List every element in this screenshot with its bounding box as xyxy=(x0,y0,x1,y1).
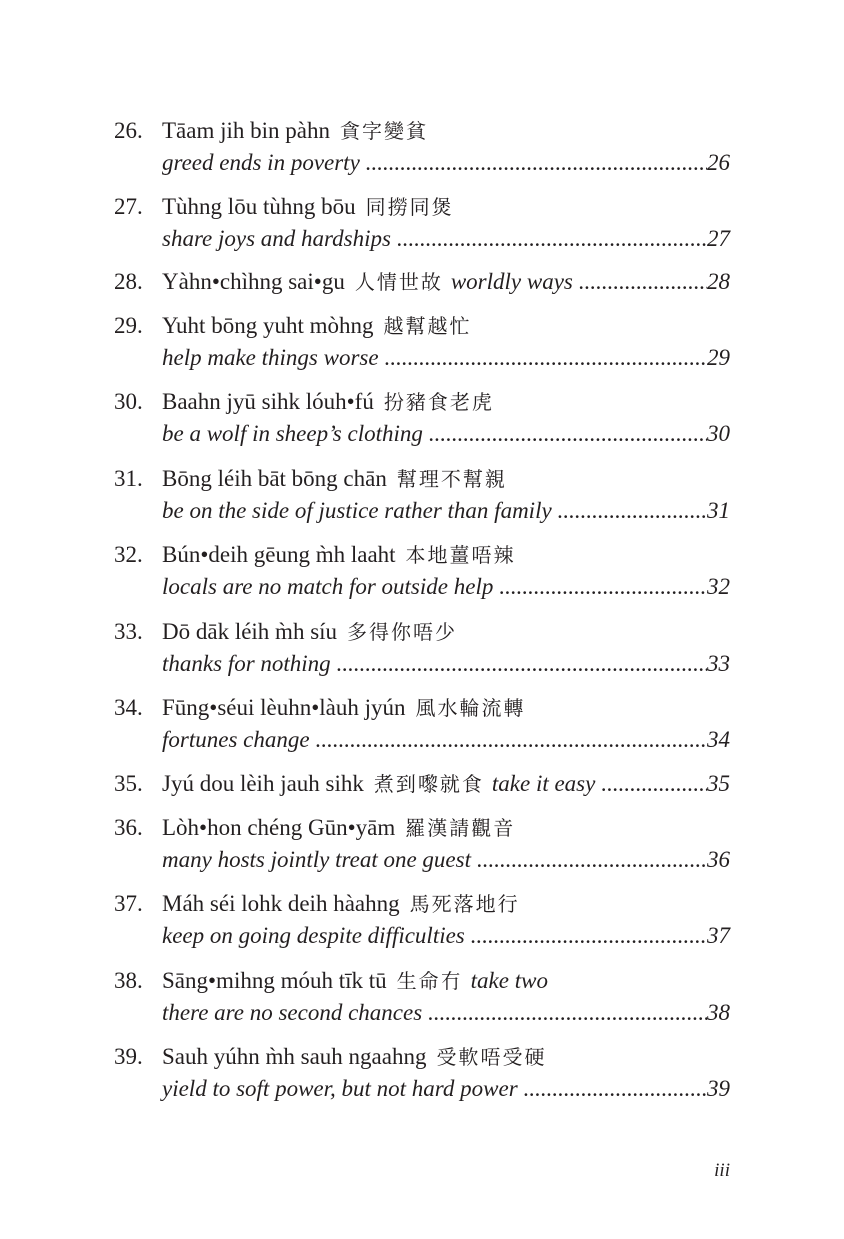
page-number: 26 xyxy=(707,150,730,175)
jyutping: Lòh•hon chéng Gūn•yām xyxy=(162,815,396,840)
dot-leader xyxy=(397,226,707,252)
entry-subline xyxy=(162,498,730,524)
entry-subline xyxy=(162,421,730,447)
entry-subline xyxy=(162,226,730,252)
english-meaning: locals are no match for outside help xyxy=(162,574,494,599)
page-folio: iii xyxy=(714,1160,730,1181)
entry-heading xyxy=(162,466,507,492)
page-number: 31 xyxy=(707,498,730,523)
page-number: 29 xyxy=(707,345,730,370)
entry-number: 37. xyxy=(114,891,143,916)
entry-heading xyxy=(162,891,520,917)
entry-heading xyxy=(162,968,548,994)
dot-leader xyxy=(429,421,707,447)
entry-heading xyxy=(162,815,515,841)
dot-leader xyxy=(385,345,707,371)
chinese-characters: 馬死落地行 xyxy=(409,892,520,916)
entry-heading xyxy=(162,542,516,568)
entry-number: 27. xyxy=(114,194,143,219)
english-meaning: share joys and hardships xyxy=(162,226,391,251)
jyutping: Bún•deih gēung m̀h laaht xyxy=(162,542,396,567)
entry-heading xyxy=(162,194,454,220)
jyutping: Sauh yúhn m̀h sauh ngaahng xyxy=(162,1044,427,1069)
jyutping: Tāam jih bin pàhn xyxy=(162,118,330,143)
dot-leader xyxy=(524,1076,707,1102)
entry-subline xyxy=(162,150,730,176)
entry-number: 32. xyxy=(114,542,143,567)
dot-leader xyxy=(428,1000,707,1026)
chinese-characters: 本地薑唔辣 xyxy=(405,543,516,567)
chinese-characters: 扮豬食老虎 xyxy=(383,390,494,414)
english-meaning: take it easy xyxy=(491,771,596,796)
english-meaning: keep on going despite difficulties xyxy=(162,923,465,948)
page-number: 35 xyxy=(707,771,730,796)
entry-subline xyxy=(162,923,730,949)
dot-leader xyxy=(471,923,707,949)
page-number: 38 xyxy=(707,1000,730,1025)
entry-subline xyxy=(162,574,730,600)
jyutping: Bōng léih bāt bōng chān xyxy=(162,466,387,491)
chinese-characters: 越幫越忙 xyxy=(383,314,472,338)
chinese-characters: 受軟唔受硬 xyxy=(436,1045,547,1069)
jyutping: Yàhn•chìhng sai•gu xyxy=(162,269,345,294)
chinese-characters: 多得你唔少 xyxy=(347,620,458,644)
english-meaning: be on the side of justice rather than family xyxy=(162,498,552,523)
english-meaning: worldly ways xyxy=(450,269,573,294)
jyutping: Tùhng lōu tùhng bōu xyxy=(162,194,356,219)
page-number: 34 xyxy=(707,727,730,752)
dot-leader xyxy=(601,771,707,797)
chinese-characters: 同撈同煲 xyxy=(365,195,454,219)
entry-number: 34. xyxy=(114,695,143,720)
dot-leader xyxy=(477,847,707,873)
entry-number: 36. xyxy=(114,815,143,840)
entry-subline xyxy=(162,1000,730,1026)
english-meaning: help make things worse xyxy=(162,345,379,370)
entry-subline xyxy=(162,651,730,677)
entry-heading xyxy=(162,771,730,797)
english-meaning: many hosts jointly treat one guest xyxy=(162,847,471,872)
entry-number: 38. xyxy=(114,968,143,993)
english-meaning: yield to soft power, but not hard power xyxy=(162,1076,518,1101)
entry-heading xyxy=(162,695,526,721)
page-number: 33 xyxy=(707,651,730,676)
jyutping: Fūng•séui lèuhn•làuh jyún xyxy=(162,695,406,720)
entry-number: 29. xyxy=(114,313,143,338)
entry-heading xyxy=(162,269,730,295)
entry-heading xyxy=(162,1044,546,1070)
english-meaning: there are no second chances xyxy=(162,1000,423,1025)
entry-heading xyxy=(162,389,494,415)
page-number: 28 xyxy=(707,269,730,294)
chinese-characters: 生命冇 xyxy=(396,969,463,993)
jyutping: Yuht bōng yuht mòhng xyxy=(162,313,374,338)
chinese-characters: 幫理不幫親 xyxy=(396,467,507,491)
dot-leader xyxy=(316,727,707,753)
entry-heading xyxy=(162,118,428,144)
jyutping: Máh séi lohk deih hàahng xyxy=(162,891,400,916)
dot-leader xyxy=(579,269,707,295)
jyutping: Sāng•mihng móuh tīk tū xyxy=(162,968,387,993)
entry-subline xyxy=(162,727,730,753)
jyutping: Jyú dou lèih jauh sihk xyxy=(162,771,364,796)
english-meaning: be a wolf in sheep’s clothing xyxy=(162,421,423,446)
chinese-english-part: take two xyxy=(470,968,548,993)
page-number: 27 xyxy=(707,226,730,251)
english-meaning: thanks for nothing xyxy=(162,651,331,676)
english-meaning: fortunes change xyxy=(162,727,310,752)
chinese-characters: 人情世故 xyxy=(354,270,443,294)
entry-heading xyxy=(162,619,457,645)
entry-number: 39. xyxy=(114,1044,143,1069)
entry-subline xyxy=(162,847,730,873)
dot-leader xyxy=(499,574,707,600)
entry-number: 28. xyxy=(114,269,143,294)
entry-number: 31. xyxy=(114,466,143,491)
page-number: 30 xyxy=(707,421,730,446)
english-meaning: greed ends in poverty xyxy=(162,150,360,175)
jyutping: Baahn jyū sihk lóuh•fú xyxy=(162,389,374,414)
entry-number: 33. xyxy=(114,619,143,644)
dot-leader xyxy=(558,498,707,524)
chinese-characters: 煮到嚟就食 xyxy=(373,772,484,796)
entry-subline xyxy=(162,1076,730,1102)
page-number: 32 xyxy=(707,574,730,599)
entry-heading xyxy=(162,313,471,339)
page-number: 36 xyxy=(707,847,730,872)
entry-number: 35. xyxy=(114,771,143,796)
chinese-characters: 風水輪流轉 xyxy=(415,696,526,720)
chinese-characters: 貪字變貧 xyxy=(340,119,428,143)
page-number: 37 xyxy=(707,923,730,948)
entry-number: 30. xyxy=(114,389,143,414)
dot-leader xyxy=(337,651,707,677)
chinese-characters: 羅漢請觀音 xyxy=(405,816,516,840)
entry-number: 26. xyxy=(114,118,143,143)
dot-leader xyxy=(366,150,707,176)
jyutping: Dō dāk léih m̀h síu xyxy=(162,619,338,644)
entry-subline xyxy=(162,345,730,371)
page-number: 39 xyxy=(707,1076,730,1101)
